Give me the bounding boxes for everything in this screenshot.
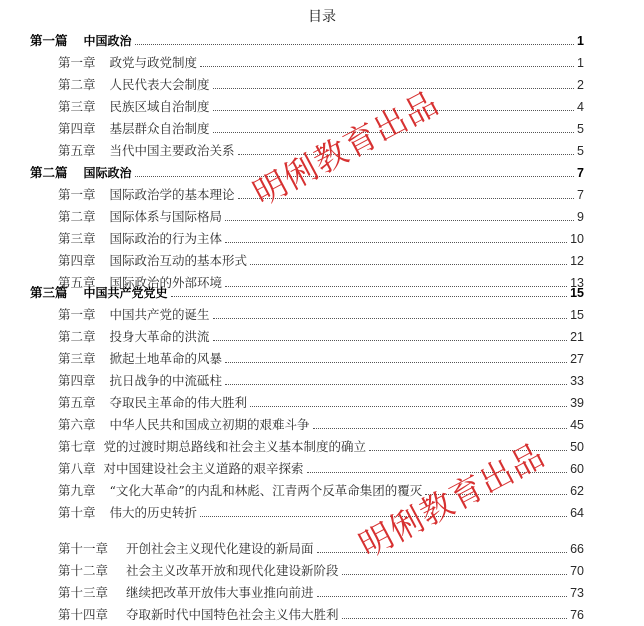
toc-chapter-entry[interactable] [30, 72, 584, 94]
toc-entry-page: 21 [570, 330, 584, 344]
toc-entry-number: 第二篇 [30, 165, 68, 180]
toc-entry-number: 第一章 [58, 187, 96, 202]
toc-entry-number: 第一篇 [30, 33, 68, 48]
toc-entry-number: 第五章 [58, 395, 96, 410]
toc-entry-page: 7 [577, 188, 584, 202]
toc-entry-title: 国际政治学的基本理论 [109, 187, 235, 202]
toc-entry-number: 第二章 [58, 329, 96, 344]
dot-leader [225, 362, 567, 363]
toc-entry-title: “文化大革命”的内乱和林彪、江青两个反革命集团的覆灭 [109, 483, 423, 498]
toc-entry-number: 第五章 [58, 275, 96, 290]
toc-chapter-entry[interactable] [30, 536, 584, 558]
dot-leader [135, 44, 575, 45]
toc-entry-title: 夺取新时代中国特色社会主义伟大胜利 [126, 607, 339, 622]
dot-leader [225, 220, 574, 221]
toc-entry-title: 党的过渡时期总路线和社会主义基本制度的确立 [103, 439, 367, 454]
toc-entry-page: 1 [577, 34, 584, 48]
toc-entry-page: 76 [570, 608, 584, 622]
toc-entry-number: 第四章 [58, 373, 96, 388]
toc-chapter-entry[interactable] [30, 226, 584, 248]
toc-entry-page: 5 [577, 122, 584, 136]
toc-entry-title: 对中国建设社会主义道路的艰辛探索 [103, 461, 304, 476]
page-title: 目录 [308, 9, 336, 25]
toc-chapter-entry[interactable] [30, 368, 584, 390]
toc-chapter-entry[interactable] [30, 580, 584, 602]
toc-entry-page: 12 [570, 254, 584, 268]
toc-entry-number: 第一章 [58, 55, 96, 70]
toc-entry-number: 第九章 [58, 483, 96, 498]
toc-entry-title: 抗日战争的中流砥柱 [109, 373, 223, 388]
dot-leader [250, 406, 567, 407]
toc-chapter-entry[interactable] [30, 94, 584, 116]
toc-part-entry[interactable] [30, 280, 584, 302]
toc-entry-title: 政党与政党制度 [109, 55, 198, 70]
dot-leader [317, 552, 568, 553]
toc-entry-title: 投身大革命的洪流 [109, 329, 210, 344]
dot-leader [342, 574, 568, 575]
toc-chapter-entry[interactable] [30, 248, 584, 270]
toc-entry-number: 第十章 [58, 505, 96, 520]
toc-chapter-entry[interactable] [30, 346, 584, 368]
dot-leader [225, 384, 567, 385]
toc-entry-page: 39 [570, 396, 584, 410]
toc-part-entry[interactable] [30, 28, 584, 50]
toc-entry-title: 中国共产党的诞生 [109, 307, 210, 322]
dot-leader [317, 596, 568, 597]
toc-entry-number: 第七章 [58, 439, 96, 454]
toc-entry-page: 9 [577, 210, 584, 224]
toc-entry-number: 第十一章 [58, 541, 109, 556]
toc-entry-title: 国际政治 [83, 166, 132, 180]
toc-entry-number: 第一章 [58, 307, 96, 322]
toc-entry-number: 第三篇 [30, 285, 68, 300]
dot-leader [200, 66, 574, 67]
toc-entry-page: 33 [570, 374, 584, 388]
toc-entry-title: 中国共产党党史 [83, 286, 168, 300]
toc-entry-title: 国际体系与国际格局 [109, 209, 223, 224]
toc-entry-title: 开创社会主义现代化建设的新局面 [126, 541, 314, 556]
toc-entry-title: 民族区域自治制度 [109, 99, 210, 114]
toc-entry-number: 第二章 [58, 209, 96, 224]
toc-entry-title: 掀起土地革命的风暴 [109, 351, 223, 366]
toc-entry-number: 第十四章 [58, 607, 109, 622]
toc-chapter-entry[interactable] [30, 500, 584, 522]
dot-leader [171, 296, 568, 297]
toc-chapter-entry[interactable] [30, 204, 584, 226]
dot-leader [213, 318, 568, 319]
toc-chapter-entry[interactable] [30, 116, 584, 138]
toc-entry-title: 国际政治的行为主体 [109, 231, 223, 246]
toc-entry-number: 第四章 [58, 253, 96, 268]
toc-entry-page: 50 [570, 440, 584, 454]
toc-entry-title: 继续把改革开放伟大事业推向前进 [126, 585, 314, 600]
toc-entry-page: 15 [570, 286, 584, 300]
toc-entry-page: 70 [570, 564, 584, 578]
toc-entry-page: 62 [570, 484, 584, 498]
toc-entry-page: 2 [577, 78, 584, 92]
dot-leader [213, 340, 568, 341]
toc-entry-title: 国际政治的外部环境 [109, 275, 223, 290]
toc-chapter-entry[interactable] [30, 558, 584, 580]
dot-leader [250, 264, 567, 265]
toc-entry-number: 第六章 [58, 417, 96, 432]
toc-entry-title: 当代中国主要政治关系 [109, 143, 235, 158]
watermark-upper: 明俐教育出品 [246, 83, 446, 214]
dot-leader [225, 242, 567, 243]
toc-chapter-entry[interactable] [30, 324, 584, 346]
toc-entry-number: 第四章 [58, 121, 96, 136]
toc-entry-number: 第三章 [58, 351, 96, 366]
toc-entry-number: 第八章 [58, 461, 96, 476]
toc-entry-number: 第三章 [58, 99, 96, 114]
toc-chapter-entry[interactable] [30, 412, 584, 434]
toc-entry-page: 13 [570, 276, 584, 290]
toc-entry-page: 1 [577, 56, 584, 70]
toc-chapter-entry[interactable] [30, 390, 584, 412]
toc-entry-title: 中华人民共和国成立初期的艰难斗争 [109, 417, 310, 432]
toc-entry-page: 45 [570, 418, 584, 432]
toc-entry-page: 10 [570, 232, 584, 246]
toc-entry-page: 7 [577, 166, 584, 180]
toc-entry-page: 66 [570, 542, 584, 556]
toc-entry-page: 15 [570, 308, 584, 322]
toc-entry-page: 73 [570, 586, 584, 600]
toc-entry-page: 5 [577, 144, 584, 158]
watermark-lower: 明俐教育出品 [352, 435, 552, 566]
toc-entry-title: 夺取民主革命的伟大胜利 [109, 395, 248, 410]
toc-entry-number: 第三章 [58, 231, 96, 246]
dot-leader [213, 88, 575, 89]
toc-entry-page: 4 [577, 100, 584, 114]
toc-entry-number: 第十二章 [58, 563, 109, 578]
toc-entry-number: 第二章 [58, 77, 96, 92]
toc-entry-title: 基层群众自治制度 [109, 121, 210, 136]
toc-entry-number: 第五章 [58, 143, 96, 158]
toc-chapter-entry[interactable] [30, 302, 584, 324]
toc-entry-page: 64 [570, 506, 584, 520]
dot-leader [342, 618, 568, 619]
toc-entry-page: 27 [570, 352, 584, 366]
toc-chapter-entry[interactable] [30, 50, 584, 72]
toc-chapter-entry[interactable] [30, 602, 584, 624]
toc-entry-number: 第十三章 [58, 585, 109, 600]
toc-entry-title: 国际政治互动的基本形式 [109, 253, 248, 268]
toc-entry-title: 中国政治 [83, 34, 132, 48]
dot-leader [135, 176, 575, 177]
toc-entry-title: 人民代表大会制度 [109, 77, 210, 92]
toc-entry-title: 社会主义改革开放和现代化建设新阶段 [126, 563, 339, 578]
toc-entry-title: 伟大的历史转折 [109, 505, 198, 520]
toc-entry-page: 60 [570, 462, 584, 476]
